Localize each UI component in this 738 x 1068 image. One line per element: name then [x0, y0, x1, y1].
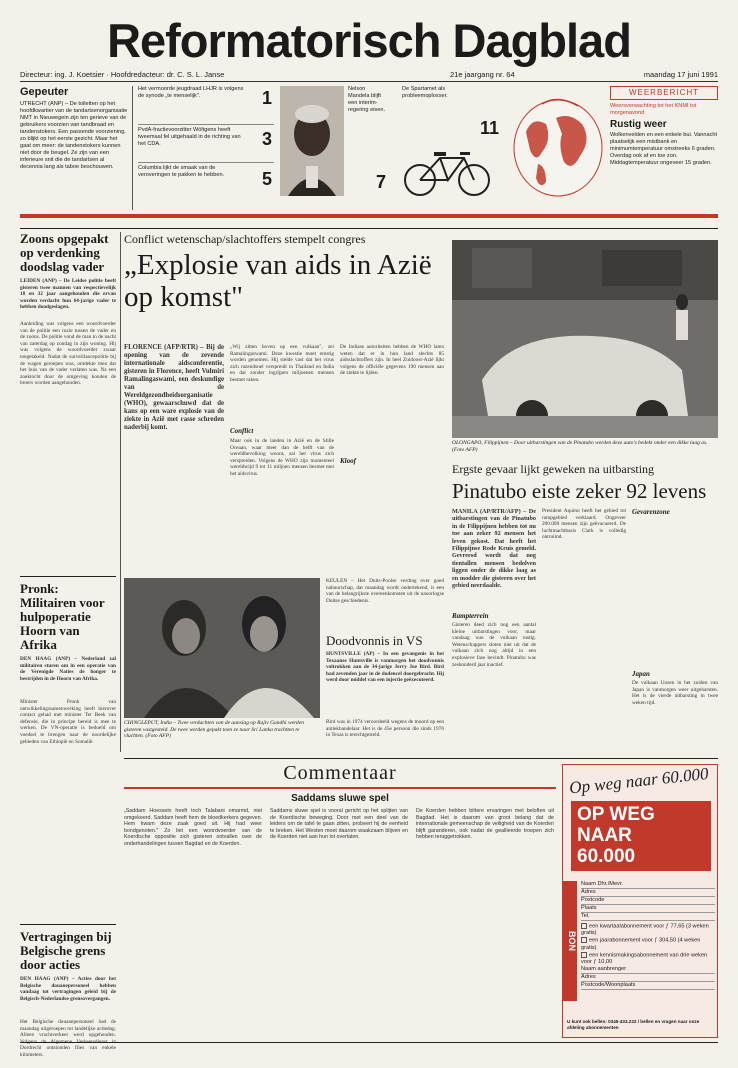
teaser-1[interactable] [138, 86, 274, 122]
pinatubo-body-1: Gisteren deed zich nog een aantal kleine uitbarstingen voor, maar vandaag was de vulkaan rustig. Wetenschappers sloten niet uit dat de vulkaan zich nog altijd in een explosieve fase bevindt. Pinatubo was zeshonderd jaar inactief. [452, 622, 536, 668]
aids-body-1: „Wij zitten boven op een vulkaan", zei Ramalingaswami. Deze kwestie moet ernstig worden genomen. Hij stelde vast dat het virus zich razendsnel verspreidt in Thailand en India en dat zonder ingrijpen miljoenen mensen besmet raken. [230, 344, 334, 383]
aids-sub-conflict: Conflict [230, 427, 254, 435]
pinatubo-body-2: President Aquino heeft het gebied tot rampgebied verklaard. Ongeveer 200.000 mensen zijn geëvacueerd. De luchtmachtbasis Clark is volledig ontruimd. [542, 508, 626, 541]
doodvonnis-body: Bird was in 1974 veroordeeld wegens de moord op een antiekhandelaar. Het is de 45e persoon die sinds 1976 in Texas is terechtgesteld. [326, 719, 444, 739]
pinatubo-body-2b [632, 518, 718, 668]
pinatubo-sub-ramp: Rampterrein [452, 612, 489, 620]
masthead-title: Reformatorisch Dagblad [107, 14, 631, 67]
olongapo-image [452, 240, 718, 438]
olongapo-photo [452, 240, 718, 438]
ad-big-3: 60.000 [577, 846, 636, 867]
commentaar-title: Saddams sluwe spel [291, 793, 389, 804]
red-divider [20, 214, 718, 218]
globe-graphic [512, 94, 604, 202]
keulen-brief [326, 578, 444, 630]
ad-option-3[interactable] [581, 952, 715, 966]
ad-field-tel[interactable]: Tel. [581, 913, 715, 921]
commentaar-col-3: De Koerden hebben bittere ervaringen met beloften uit Bagdad. Het is daarom van groot belang dat de internationale gemeenschap de veiligheid van de Koerden blijft garanderen, ook nadat de geallieerde troepen zich hebben teruggetrokken. [416, 808, 554, 841]
weather-title: Rustig weer [610, 119, 667, 130]
bicycle-icon [402, 142, 494, 198]
aids-lead: FLORENCE (AFP/RTR) – Bij de opening van de zevende internationale aidsconferentie, gisteren in Florence, heeft Vulmiri Ramalingaswami, een deskundige van de Wereldgezondheidsorganisatie (WHO), gewaarschuwd dat de kans op een ware explosie van de ziekte in Azië met rasse schreden naderbij komt. [124, 344, 224, 431]
checkbox-icon[interactable] [581, 923, 587, 929]
gepeuter-title: Gepeuter [20, 86, 69, 98]
pinatubo-sub-gevaren: Gevarenzone [632, 508, 670, 516]
chingleput-caption: CHINGLEPUT, India – Twee verdachten van de aanslag op Rajiv Gandhi werden gisteren vastgesteld. De twee werden gepakt toen ze naar Sri Lanka trachtten te vluchten. (Foto AFP) [124, 720, 304, 739]
grens-headline: Vertragingen bij Belgische grens door acties [20, 929, 112, 972]
aids-sub-kloof: Kloof [340, 457, 356, 465]
ad-field-name[interactable]: Naam Dhr./Mevr. [581, 881, 715, 889]
zoons-body: Aanleiding was volgens een woordvoerder van de politie een ruzie tussen de vader en de zoons. De politie vond de man in de nacht van zaterdag op zondag in zijn woning. Hij was volgens de woordvoerder zwaar toegetakeld. Nadat de surveillancepolitie bij de wagen geroepen was, ontdekte men dat het huis van de vader verlaten was. Na een zoektocht door de omgeving konden de broers worden aangehouden. [20, 321, 116, 387]
checkbox-icon[interactable] [581, 937, 587, 943]
teaser-2-page: 3 [261, 129, 272, 149]
pinatubo-headline: Pinatubo eiste zeker 92 levens [452, 479, 707, 503]
mandela-page: 7 [376, 172, 387, 192]
pronk-body: Minister Pronk van ontwikkelingssamenwerking heeft hierover contact gehad met minister Ter Beek van defensie, die in principe bereid is mee te werken. De VN-operatie is bedoeld om voedsel te brengen naar de noordelijke gebieden van Ethiopië en Somalië. [20, 699, 116, 745]
commentaar-section [124, 762, 556, 1032]
doodvonnis-article [326, 634, 444, 754]
ad-option-2-label: een jaarabonnement voor ƒ 304,50 (4 weken gratis) [581, 937, 701, 951]
chingleput-image [124, 578, 320, 718]
aids-headline: „Explosie van aids in Azië op komst" [124, 249, 432, 313]
pronk-lead: DEN HAAG (ANP) – Nederland zal militairen sturen om in een operatie van de Verenigde Naties de honger te bestrijden in de Hoorn van Afrika. [20, 656, 116, 682]
ad-big-1: OP WEG [577, 804, 655, 825]
keulen-text: KEULEN – Het Duits-Poolse verdrag over goed nabuurschap, dat maandag wordt ondertekend, is een van de belangrijkste overeenkomsten uit de naoorlogse Duitse geschiedenis. [326, 578, 444, 604]
ad-banner [571, 801, 711, 871]
mandela-text: Nelson Mandela blijft een interim-regering eisen. [348, 86, 386, 113]
teaser-list [138, 86, 274, 210]
teaser-3[interactable] [138, 162, 274, 202]
directeur-text: Directeur: ing. J. Koetsier · Hoofdredacteur: dr. C. S. L. Janse [20, 70, 225, 79]
spartamet-page: 11 [480, 118, 500, 138]
weather-body: Wolkenvelden en een enkele bui. Vannacht plaatselijk een mistbank en minimumtemperatuur omstreeks 6 graden. Overdag ook af en toe zon. Middagtemperatuur ongeveer 15 graden. [610, 132, 718, 166]
teaser-strip [20, 86, 718, 216]
weather-label: WEERBERICHT [610, 86, 718, 100]
mandela-teaser[interactable] [280, 86, 398, 210]
ad-field-postcode[interactable]: Postcode [581, 897, 715, 905]
left-column [20, 231, 116, 1058]
editor-line [20, 70, 718, 82]
date: maandag 17 juni 1991 [643, 70, 718, 79]
ad-field-aanbrenger[interactable]: Naam aanbrenger [581, 966, 715, 974]
ad-option-1-label: een kwartaalabonnement voor ƒ 77,65 (3 weken gratis) [581, 923, 709, 937]
teaser-3-page: 5 [261, 169, 272, 189]
zoons-headline: Zoons opgepakt op verdenking doodslag vader [20, 231, 109, 274]
ad-script: Op weg naar 60.000 [568, 763, 710, 798]
ad-big-2: NAAR [577, 825, 632, 846]
world-map [512, 94, 604, 202]
pinatubo-lead: MANILA (AP/RTR/AFP) – De uitbarstingen van de Pinatubo in de Filippijnen hebben tot nu toe aan zeker 92 mensen het leven gekost. Dat heeft het Filippijnse Rode Kruis gemeld. Gevreesd wordt dat nog tientallen mensen bedolven liggen onder de dikke laag as en modder die gisteren over het gebied neerdaalde. [452, 508, 536, 590]
spartamet-teaser[interactable] [402, 86, 512, 210]
pinatubo-article [452, 462, 718, 754]
spartamet-text: De Spartamet als probleemoplosser. [402, 86, 448, 99]
checkbox-icon[interactable] [581, 952, 587, 958]
ad-field-address[interactable]: Adres [581, 889, 715, 897]
commentaar-col-2: Saddams sluwe spel is vooral gericht op het splijten van de Koerdische beweging. Door met een deel van de leiders om de tafel te gaan zitten, probeert hij de eenheid te breken. Het Westen moet daarom waakzaam blijven en de Koerden niet aan hun lot overlaten. [270, 808, 408, 841]
ad-side: BON [563, 881, 577, 1001]
teaser-2-text: PvdA-fractievoorzitter Wöltgens heeft tweemaal fel uitgehaald in de richting van het CDA. [138, 127, 241, 147]
pronk-headline: Pronk: Militairen voor hulpoperatie Hoorn van Afrika [20, 581, 105, 652]
gepeuter-body: UTRECHT (ANP) – De toiletten op het hoofdkwartier van de tandartsenorganisatie NMT in Nieuwegein zijn ten gerieve van de gebruikers voorzien van tandbraad en tandenstokers. Een passende voorziening, zo blijkt op het eerste gezicht. Maar het gaat om meer: de tandenstokers kunnen niet door de beugel. Ze zijn van een inferieure snit die de tandartsen al decennia lang als taboe beschouwen. [20, 101, 128, 170]
jaargang: 21e jaargang nr. 64 [450, 70, 515, 79]
gepeuter-box [20, 86, 128, 210]
commentaar-col-1: „Saddam Hoessein heeft toch Talabani omarmd, niet omgekeerd. Saddam heeft hem de bloedkerkers gegeven. Hem kwam deze zaak goed uit. Hij had weer bondgenoten." Zo liet een woordvoerder van de Koerdische oppositie zich gisteren ontvallen over de onderhandelingen tussen Bagdad en de Koerden. [124, 808, 262, 847]
aids-body-3: De Indiase autoriteiten hebben de WHO laten weten dat er in hun land slechts 85 aidsslachtoffers zijn. In heel Zuidoost-Azië lijkt volgens de officiële gegevens 190 mensen aan de ziekte te lijden. [340, 344, 444, 377]
aids-article [124, 232, 444, 572]
ad-option-2[interactable] [581, 937, 715, 951]
chingleput-photo [124, 578, 320, 718]
teaser-3-text: Columbia lijkt de smaak van de veroveringen te pakken te hebben. [138, 165, 225, 178]
grens-body: Het Belgische douanepersoneel had de maandag uitgeroepen tot landelijke actiedag. Alleen vrachtverkeer werd opgehouden. Dordrecht ontstonden files van enkele kilometers. [20, 1019, 116, 1058]
aids-kicker: Conflict wetenschap/slachtoffers stempelt congres [124, 232, 366, 246]
aids-body-2: Maar ook in de landen in Azië en de Stille Oceaan, waar meer dan de helft van de wereldbevolking woont, zal het virus zich verspreiden. Volgens de WHO zijn momenteel wereldwijd 9 tot 11 miljoen mensen besmet met het aidsvirus. [230, 438, 334, 477]
mandela-photo [280, 86, 344, 196]
ad-field-plaats[interactable]: Plaats [581, 905, 715, 913]
ad-field-aanbrenger-address[interactable]: Adres [581, 974, 715, 982]
ad-field-woonplaats[interactable]: Postcode/Woonplaats [581, 982, 715, 990]
pinatubo-kicker: Ergste gevaar lijkt geweken na uitbarsting [452, 462, 655, 476]
teaser-1-page: 1 [261, 88, 272, 108]
mandela-portrait [280, 86, 344, 196]
top-rule [20, 228, 718, 229]
pinatubo-body-3: De vulkaan Unzen in het zuiden van Japan is vanmorgen weer uitgebarsten. Het is de vierde uitbarsting in twee weken tijd. [632, 680, 718, 706]
commentaar-label: Commentaar [283, 762, 397, 784]
ad-form [581, 881, 715, 990]
doodvonnis-headline: Doodvonnis in VS [326, 633, 423, 648]
ad-option-1[interactable] [581, 923, 715, 937]
teaser-1-text: Het vermoorde jeugdraad LHJR is volgens de synode „te menselijk". [138, 86, 244, 99]
pinatubo-sub-japan: Japan [632, 670, 650, 678]
weather-box [610, 86, 718, 210]
teaser-2[interactable] [138, 124, 274, 160]
subscription-ad [562, 764, 718, 1038]
zoons-lead: LEIDEN (ANP) – De Leidse politie heeft gisteren twee mannen van respectievelijk 18 en 32 jaar aangehouden die ervan worden verdacht hun 64-jarige vader te hebben doodgeslagen. [20, 278, 116, 311]
weather-sub: Weersverwachting tot het KNMI tot morgenavond [610, 103, 697, 116]
doodvonnis-lead: HUNTSVILLE (AP) – In een gevangenis in het Texaanse Huntsville is vanmorgen het doodvonnis voltrokken aan de 34-jarige Jerry Joe Bird. Bird had zevenden jaar in de dodencel doorgebracht. Hij werd door middel van een injectie geëxecuteerd. [326, 651, 444, 684]
olongapo-caption: OLONGAPO, Filippijnen – Door uitbarstingen van de Pinatubo werden deze auto's bedekt onder een dikke laag as. (Foto AFP) [452, 440, 708, 453]
ad-option-3-label: een kennismakingsabonnement van drie weken voor ƒ 10,00 [581, 952, 708, 966]
ad-footer: U kunt ook bellen: 0345-433.222 / bellen en vragen naar onze afdeling abonnementen [567, 1019, 700, 1030]
grens-lead: DEN HAAG (ANP) – Acties door het Belgische douanepersoneel hebben vandaag tot vertragingen geleid bij de Belgisch-Nederlandse grensovergangen. [20, 976, 116, 1002]
